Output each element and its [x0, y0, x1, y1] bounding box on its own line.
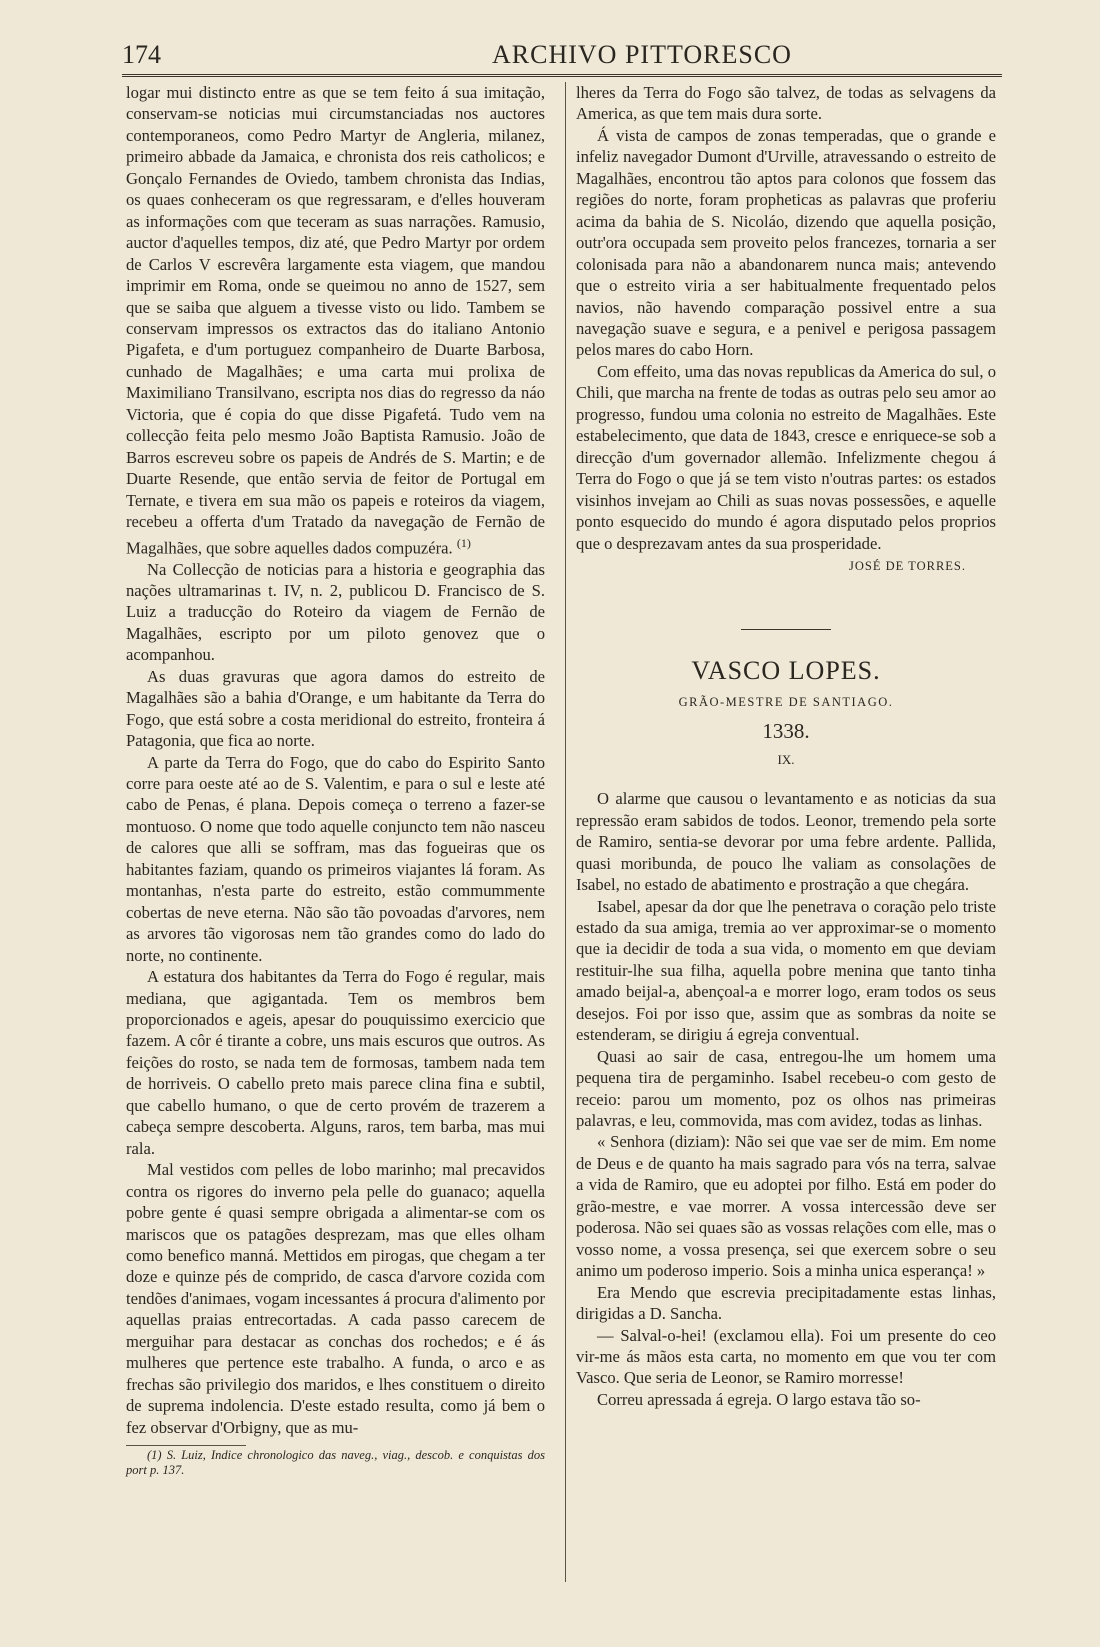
body-paragraph: A estatura dos habitantes da Terra do Fogo é regular, mais mediana, que agigantada. Tem os membros bem proporcionados e ageis, apesar do pouquissimo exercicio que fazem. A côr é tirante a cobre, uns mais escuros que outros. As feições do rosto, se nada tem de formosas, tambem nada tem de horriveis. O cabello preto mais parece clina fina e subtil, que cabello humano, o que de certo provém de trazerem a cabeça sempre descoberta. Alguns, raros, tem barba, mas mui rala.: [126, 967, 545, 1158]
chapter-number: IX.: [777, 751, 795, 767]
column-divider: [565, 82, 566, 1582]
body-paragraph: logar mui distincto entre as que se tem feito á sua imitação, conservam-se noticias mui circumstanciadas nos auctores contemporaneos, como Pedro Martyr de Angleria, milanez, primeiro abbade da Jamaica, e chronista dos reis catholicos; e Gonçalo Fernandes de Oviedo, tambem chronista das Indias, os quaes conheceram os que regressaram, e d'elles houveram as informações com que teceram as suas narrações. Ramusio, auctor d'aquelles tempos, diz até, que Pedro Martyr por ordem de Carlos V escrevêra largamente esta viagem, que mandou imprimir em Roma, onde se queimou no anno de 1527, sem que se saiba que alguem a tivesse visto ou lido. Tambem se conservam impressos os extractos das do italiano Antonio Pigafeta, e d'um portuguez companheiro de Duarte Barbosa, cunhado de Magalhães; e uma carta mui prolixa de Maximiliano Transilvano, escripta nos dias do regresso da náo Victoria, que é copia do que disse Pigafetá. Tudo vem na collecção feita pelo mesmo João Baptista Ramusio. João de Barros escreveu sobre os papeis de Andrés de S. Martin; e de Duarte Resende, que então servia de feitor de Portugal em Ternate, e tivera em sua mão os papeis e roteiros da viagem, recebeu a offerta d'um Tratado da navegação de Fernão de Magalhães, que sobre aquelles dados compuzéra. $^{(1)}$: [126, 83, 545, 558]
body-paragraph: Mal vestidos com pelles de lobo marinho; mal precavidos contra os rigores do inverno pela pelle do guanaco; aquella pobre gente é quasi sempre obrigada a alimentar-se com os mariscos que os patagões desprezam, mas que elles olham como benefico manná. Mettidos em pirogas, que chegam a ter doze e quinze pés de comprido, de casca d'arvore cozida com tendões d'animaes, vogam incessantes á procura d'alimento por aquellas praias entrecortadas. A cada passo carecem de merguihar para destacar as conchas dos rochedos; e é ás mulheres que pertence este trabalho. A funda, o arco e as frechas são privilegio dos maridos, e lhes constituem o direito de suprema indolencia. D'este estado resulta, como já bem o fez observar d'Orbigny, que as mu-: [126, 1160, 545, 1437]
left-column: [126, 82, 545, 1478]
footnote-marker: (1): [456, 535, 471, 550]
author-signature: JOSÉ DE TORRES.: [849, 558, 966, 573]
body-paragraph: « Senhora (diziam): Não sei que vae ser de mim. Em nome de Deus e de quanto ha mais sagrado para vós na terra, salvae a vida de Ramiro, que eu adoptei por filho. Está em poder do grão-mestre, e vae morrer. A vossa intercessão deve ser poderosa. Não sei quaes são as vossas relações com elle, mas o vosso nome, a vossa presença, sei que exercem sobre o seu animo um poderoso imperio. Sois a minha unica esperança! »: [576, 1132, 996, 1281]
article-title: VASCO LOPES.: [691, 656, 881, 686]
body-paragraph: Á vista de campos de zonas temperadas, que o grande e infeliz navegador Dumont d'Urville, atravessando o estreito de Magalhães, encontrou tão aptos para colonos que fossem das regiões do norte, foram propheticas as palavras que proferiu acima da bahia de S. Nicoláo, dizendo que aquella posição, outr'ora occupada sem proveito pelos francezes, tornaria a ser colonisada para não a abandonarem nunca mais; antevendo que o estreito viria a ser habitualmente frequentado pelos navios, não havendo comparação possivel entre a sua navegação suave e segura, e a penivel e perigosa passagem pelos mares do cabo Horn.: [576, 125, 996, 360]
body-paragraph: O alarme que causou o levantamento e as noticias da sua repressão eram sabidos de todos. Leonor, tremendo pela sorte de Ramiro, sentia-se devorar por uma febre ardente. Pallida, quasi moribunda, de pouco lhe valiam as consolações de Isabel, no estado de abatimento e prostração a que chegára.: [576, 789, 996, 895]
body-paragraph: As duas gravuras que agora damos do estreito de Magalhães são a bahia d'Orange, e um habitante da Terra do Fogo, que está sobre a costa meridional do estreito, fronteira á Patagonia, que fica ao norte.: [126, 666, 545, 751]
body-paragraph: — Salval-o-hei! (exclamou ella). Foi um presente do ceo vir-me ás mãos esta carta, no momento em que vou ter com Vasco. Que seria de Leonor, se Ramiro morresse!: [576, 1325, 996, 1388]
running-title: ARCHIVO PITTORESCO: [492, 40, 792, 69]
body-paragraph: Quasi ao sair de casa, entregou-lhe um homem uma pequena tira de pergaminho. Isabel recebeu-o com gesto de receio: parou um momento, poz os olhos nas primeiras palavras, e leu, commovida, mas com avidez, todas as linhas.: [576, 1046, 996, 1131]
page-header: [122, 40, 1002, 74]
footnote: (1) S. Luiz, Indice chronologico das naveg., viag., descob. e conquistas dos port p. 137.: [126, 1448, 545, 1478]
body-paragraph: Com effeito, uma das novas republicas da America do sul, o Chili, que marcha na frente de todas as outras pelo seu amor ao progresso, fundou uma colonia no estreito de Magalhães. Este estabelecimento, que data de 1843, cresce e enriquece-se sob a direcção d'um governador allemão. Infelizmente chegou á Terra do Fogo o que já se tem visto n'outras partes: os estados visinhos invejam ao Chili as suas novas possessões, e aquelle ponto esquecido do mundo é agora disputado pelos proprios que o desprezavam antes da sua prosperidade.: [576, 361, 996, 553]
body-paragraph: lheres da Terra do Fogo são talvez, de todas as selvagens da America, as que tem mais dura sorte.: [576, 83, 996, 124]
right-column: [576, 82, 996, 1410]
body-paragraph: A parte da Terra do Fogo, que do cabo do Espirito Santo corre para oeste até ao de S. Valentim, e para o sul e leste até cabo de Penas, é plana. Depois começa o terreno a fazer-se montuoso. O nome que todo aquelle conjuncto tem não nasceu de calores que alli se soffram, mas das fogueiras que os habitantes faziam, quando os primeiros viajantes lá foram. As montanhas, n'esta parte do estreito, estão commummente cobertas de neve eterna. Não são tão povoadas d'arvores, nem as arvores tão vigorosas nem tão grandes como do lado do norte, no continente.: [126, 752, 545, 965]
body-paragraph: Na Collecção de noticias para a historia e geographia das nações ultramarinas t. IV, n. 2, publicou D. Francisco de S. Luiz a traducção do Roteiro da viagem de Fernão de Magalhães, escripto por um piloto genovez que o acompanhou.: [126, 559, 545, 665]
body-paragraph: Correu apressada á egreja. O largo estava tão so-: [597, 1389, 921, 1409]
article-separator: [741, 629, 831, 630]
article-subtitle: GRÃO-MESTRE DE SANTIAGO.: [678, 694, 894, 709]
body-paragraph: Era Mendo que escrevia precipitadamente estas linhas, dirigidas a D. Sancha.: [576, 1282, 996, 1324]
article-year: 1338.: [762, 719, 810, 744]
footnote-rule: [126, 1445, 246, 1446]
body-paragraph: Isabel, apesar da dor que lhe penetrava o coração pelo triste estado da sua amiga, tremia ao ver approximar-se o momento que ia decidir de toda a sua vida, o momento em que deviam restituir-lhe sua filha, aquella pobre menina que tanto tinha amado beijal-a, abençoal-a e morrer logo, eram todos os seus desejos. Foi por isso que, assim que as sombras da noite se estenderam, se dirigiu á egreja conventual.: [576, 896, 996, 1045]
page-number: 174: [122, 40, 161, 69]
header-rule: [122, 74, 1002, 77]
